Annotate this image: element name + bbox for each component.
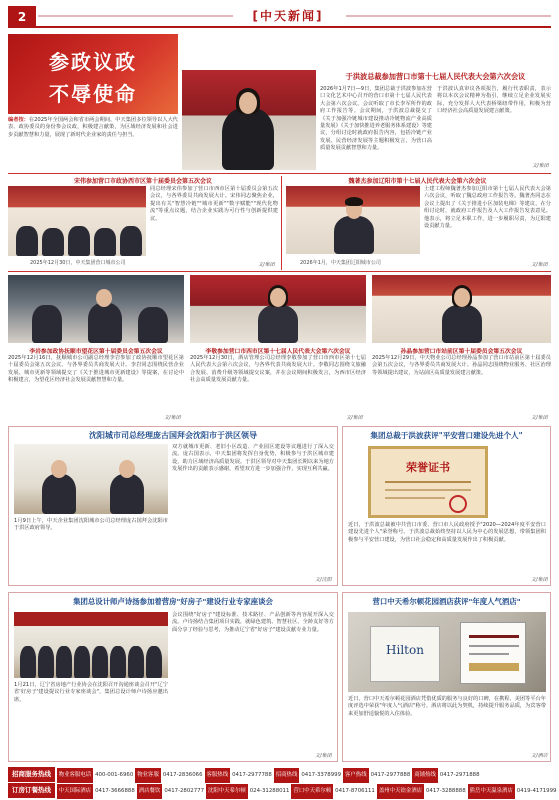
c1-title: 集团总设计师卢诗扬参加着营房"好房子"建设行业专家座谈会 — [73, 597, 273, 606]
hotline-label: 商铺热线 — [412, 768, 438, 783]
hotline-label: 物业客服电话 — [57, 768, 93, 783]
hotline-number[interactable]: 0417-8706111 — [335, 788, 375, 794]
a3-title: 魏著杰参加辽阳市第十七届人民代表大会第六次会议 — [348, 178, 487, 185]
page-number: 2 — [8, 6, 36, 28]
c1-text: 会议围绕"好房子"建设标准、技术路径、产品创新等内容展开深入交流。卢诗扬结合集团项目实践，就绿色建筑、智慧社区、全龄友好等方面分享了经验与思考，为推动辽宁省"好房子"建设贡献专业力量。 — [172, 612, 334, 633]
hotline-number[interactable]: 0419-4171999 — [516, 788, 557, 794]
a2-author: 文/集团 — [258, 262, 275, 268]
editor-note — [8, 117, 178, 169]
a6-author: 文/集团 — [531, 415, 548, 421]
c2-title: 营口中天希尔顿花园酒店获评"年度人气酒店" — [372, 597, 521, 606]
a5-author: 文/集团 — [346, 415, 363, 421]
header-divider-left — [38, 15, 233, 17]
photo-li-yan — [8, 275, 184, 343]
divider — [8, 173, 551, 174]
a5-title: 李敬参加营口市西市区第十七届人民代表大会第六次会议 — [205, 349, 351, 355]
hotline-number[interactable]: 0417-2971888 — [439, 772, 480, 778]
a4-text: 2025年12月16日，抚顺城市公司副总经理李岩参加了政协抚顺市望花区第十届委员会第五次会议。与各界委员共商发展大计。李岩同志围绕民营企业发展、城市更新等领域提交了《关于推进城市更新建设》等提案，在讨论中积极建言，为望花区经济社会发展贡献智慧和力量。 — [8, 355, 184, 384]
hotline-number[interactable]: 0417-2802777 — [164, 788, 204, 794]
a5-text: 2025年12月30日，酒店管理公司总经理李敬参加了营口市西市区第十七届人民代表大会第六次会议，与各界代表共商发展大计。李敬同志围绕文旅融合发展、消费升级等领域提交议案，并在会议期间积极发言，为西市区经济社会高质量发展贡献力量。 — [190, 355, 366, 384]
a4-author: 文/集团 — [164, 415, 181, 421]
hotline-number[interactable]: 0417-3378999 — [301, 772, 342, 778]
a2-caption: 2025年12月30日，中天集团营口城市公司 — [30, 260, 126, 266]
editor-note-text: 在2025年全国两会和省市两会期间，中天集团多位领导以人大代表、政协委员的身份参会议政，积极建言献策，为区域经济发展和社会进步贡献智慧和力量，展现了新时代企业家的责任与担当。 — [8, 117, 178, 138]
hero-headline-1: 参政议政 — [49, 50, 137, 74]
footer-row-1 — [8, 767, 551, 782]
hotline-label: 物业客服 — [135, 768, 161, 783]
b1-caption: 1月9日上午，中天企业集团沈阳城市公司总经理庞古国拜会沈阳市于洪区政府领导。 — [14, 518, 168, 532]
b2-title: 集团总裁于洪波获评"平安营口建设先进个人" — [370, 431, 523, 440]
column-divider — [281, 176, 282, 270]
divider — [8, 271, 551, 272]
a1-text: 2026年1月7日—9日，集团总裁于洪波参加在营口文化艺术中心召开的营口市第十七届人民代表大会第六次会议。会议听取了市长李军所作的政府工作报告等。会议期间，于洪波总裁提交了《关于加强冷链城市建设推动冷链物流产业高质量发展》《关于加快推进养老服务体系建设》等建议，分组讨论时就政府报告内容，包括冷链产业发展、民营经济发展等主题积极发言，为营口高质量发展贡献智慧和力量。 — [320, 86, 432, 152]
certificate-image — [368, 446, 488, 518]
b2-author: 文/集团 — [531, 577, 548, 583]
a4-title: 李岩参加政协抚顺市望花区第十届委员会第五次会议 — [29, 349, 163, 355]
section-title: [ 中天新闻 ] — [238, 6, 338, 26]
footer-row-1-label: 招商服务热线 — [8, 767, 55, 782]
a3-author: 文/集团 — [531, 262, 548, 268]
hotline-number[interactable]: 0417-3288888 — [425, 788, 466, 794]
photo-wei-zhujie — [286, 186, 420, 254]
c1-caption: 1月21日，辽宁省房地产行业协会在沈阳召开沟通座谈会召开"辽宁省'好房子'建设提议行业专家座谈会"，集团总设计师卢诗扬应邀出席。 — [14, 682, 168, 703]
hotline-label: 沈阳中天希尔顿 — [206, 784, 248, 799]
editor-note-label: 编者按： — [8, 117, 29, 123]
hotline-number[interactable]: 0417-2977888 — [370, 772, 411, 778]
hotline-label: 营口中天希尔顿 — [291, 784, 333, 799]
c1-author: 文/集团 — [315, 753, 332, 759]
b2-text: 近日，于洪波总裁被中共营口市委、营口市人民政府授予"2020—2024年度平安营口建设先进个人"荣誉称号。于洪波总裁始终坚持以人民为中心的发展思想，带领集团积极参与平安营口建设，为营口社会稳定和高质量发展作出了积极贡献。 — [348, 522, 546, 543]
photo-yu-hongbo — [182, 70, 316, 170]
hotline-label: 酒店餐饮 — [137, 784, 163, 799]
hotline-label: 熊岳中天温泉酒店 — [468, 784, 515, 799]
hilton-sign: Hilton — [386, 643, 424, 657]
header-divider-right — [346, 15, 551, 17]
c2-text: 近日，营口中天希尔顿花园酒店凭借优质的服务与良好的口碑，在携程、美团等平台年度评选中荣获"年度人气酒店"称号。酒店将以此为契机，持续提升服务品质，为宾客带来更加舒适愉悦的入住体验。 — [348, 696, 546, 717]
hotline-number[interactable]: 400-001-6960 — [95, 772, 134, 778]
a1-title: 于洪波总裁参加营口市第十七届人民代表大会第六次会议 — [345, 72, 526, 81]
a2-title: 宋伟参加营口市政协西市区第十届委员会第五次会议 — [73, 178, 212, 185]
hotline-number[interactable]: 0417-2977788 — [232, 772, 272, 778]
footer-row-2-label: 订房订餐热线 — [8, 783, 55, 798]
a1-author: 文/集团 — [532, 163, 549, 169]
certificate-title: 荣誉证书 — [406, 461, 450, 474]
photo-sun-jing — [372, 275, 551, 343]
a3-text: 土建工程师魏著杰参加辽阳市第十七届人民代表大会第六次会议，听取了魏总政府工作报告等。魏著杰同志在会议上提出了《关于推进小区加装电梯》等建议，在分组讨论时，就政府工作报告及人大工作报告发表意见。他表示，将立足本职工作，进一步履职尽责，为辽阳建设贡献力量。 — [424, 186, 551, 230]
hotline-label: 招商热线 — [274, 768, 300, 783]
photo-li-jing — [190, 275, 366, 343]
hotline-number[interactable]: 0417-2836066 — [162, 772, 203, 778]
hero-headline-2: 不辱使命 — [49, 82, 137, 106]
b1-title: 沈阳城市司总经理庞古国拜会沈阳市于洪区领导 — [89, 431, 257, 440]
hotline-label: 盖州中天铂金酒店 — [377, 784, 424, 799]
hotline-label: 客服热线 — [205, 768, 231, 783]
page-header — [8, 6, 551, 28]
hotline-number[interactable]: 0417-3666888 — [95, 788, 135, 794]
a6-title: 孙晶参加营口市站前区第十届委员会第五次会议 — [400, 349, 523, 355]
hotline-label: 客户热线 — [343, 768, 369, 783]
photo-song-wei — [8, 186, 146, 256]
c2-author: 文/酒店 — [531, 753, 548, 759]
photo-lu-shiyang — [14, 612, 168, 678]
hotline-number[interactable]: 024-31288011 — [249, 788, 290, 794]
b1-text: 双方就城市更新、老旧小区改造、产业园区建设等议题进行了深入交流。庞古国表示，中天集团将发挥自身优势，积极参与于洪区城市建设，助力区域经济高质量发展。于洪区领导对中天集团长期以来为地方发展作出的贡献表示感谢，希望双方进一步加强合作，实现互利共赢。 — [172, 444, 334, 473]
a3-caption: 2026年1月，中天集团辽阳城市公司 — [300, 260, 381, 266]
a1-text-2: 于洪波认真审议各项报告，履行代表职责，表示将以本次会议精神为指引，继续立足企业发展实际，充分发挥人大代表桥梁纽带作用，积极为营口经济社会高质量发展建言献策。 — [437, 86, 551, 115]
b1-author: 文/沈阳 — [315, 577, 332, 583]
footer-row-2 — [8, 783, 557, 798]
a2-text: 同总经理宋伟参加了营口市西市区第十届委员会第五次会议，与各界委员共商发展大计。宋伟同志聚焦企业，提出有关"智慧冷链""城市更新""数字赋能""现代化物流"等重点议题，结合企业实践为可行性与创新提供建议。 — [150, 186, 278, 222]
a6-text: 2025年12月29日，中天物业公司总经理孙晶参加了营口市站前区第十届委员会第五次会议，与各界委员共商发展大计。孙晶同志围绕物业服务、社区治理等领域提出建议，为站前区高质量发展建言献策。 — [372, 355, 551, 376]
hero-banner — [8, 34, 178, 114]
photo-hilton-award — [348, 612, 546, 692]
hotline-label: 中天国际酒店 — [57, 784, 93, 799]
photo-pang-guguo — [14, 444, 168, 514]
